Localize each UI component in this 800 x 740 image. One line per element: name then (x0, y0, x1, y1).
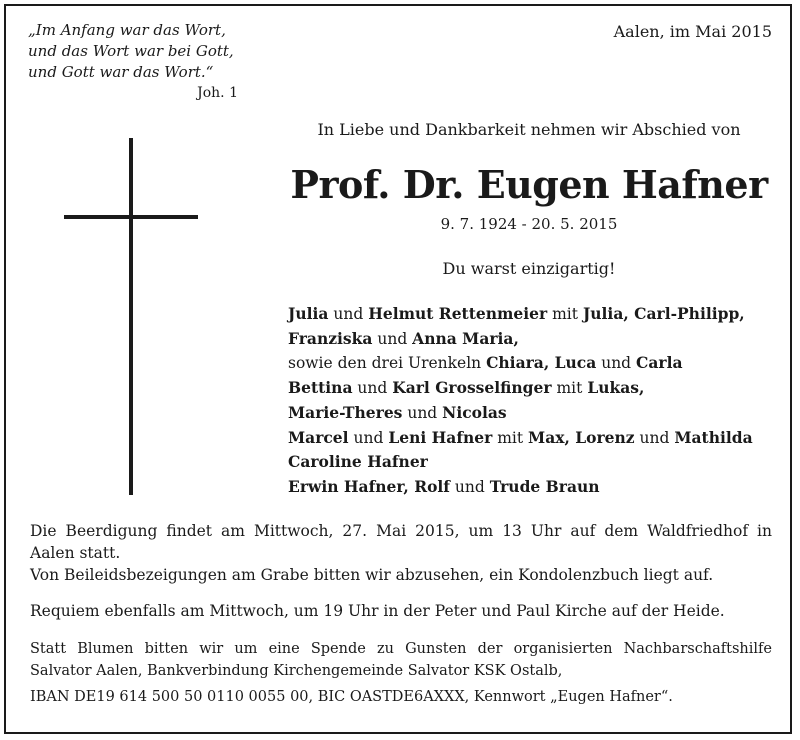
family-line (288, 351, 770, 376)
life-dates: 9. 7. 1924 - 20. 5. 2015 (440, 215, 618, 233)
family-name: Karl Grosselfinger (392, 378, 552, 398)
family-connector: und (352, 379, 393, 398)
family-name: Trude Braun (489, 476, 600, 496)
family-connector: mit (492, 428, 529, 447)
family-connector: und (596, 354, 637, 373)
family-connector: und (348, 428, 389, 447)
family-name: Bettina (288, 378, 353, 398)
family-name: Nicolas (442, 402, 507, 422)
family-name: Carla (636, 353, 683, 373)
family-name: Anna Maria, (412, 328, 519, 348)
family-line (288, 376, 770, 401)
donation-line: Statt Blumen bitten wir um eine Spende zu Gunsten der organisierten Nachbarschaftshilfe (30, 641, 772, 657)
cross-icon-horizontal (64, 215, 198, 219)
bible-quote (28, 20, 238, 104)
family-connector: sowie den drei Urenkeln (288, 354, 487, 373)
cross-icon-vertical (129, 138, 133, 495)
family-line (288, 475, 770, 500)
family-line (288, 450, 770, 475)
funeral-line: Die Beerdigung findet am Mittwoch, 27. Mai 2015, um 13 Uhr auf dem Waldfriedhof in (30, 522, 772, 540)
family-name: Erwin Hafner, Rolf (288, 476, 450, 496)
family-name: Max, Lorenz (528, 427, 635, 447)
family-line (288, 426, 770, 451)
funeral-line: Aalen statt. (30, 544, 121, 562)
family-name: Lukas, (587, 378, 645, 398)
intro-text: In Liebe und Dankbarkeit nehmen wir Abschied von (317, 120, 741, 139)
family-list (288, 302, 770, 500)
requiem-line: Requiem ebenfalls am Mittwoch, um 19 Uhr in der Peter und Paul Kirche auf der Heide. (30, 602, 725, 620)
donation-line: IBAN DE19 614 500 50 0110 0055 00, BIC OASTDE6AXXX, Kennwort „Eugen Hafner“. (30, 689, 673, 705)
family-name: Marie-Theres (288, 402, 403, 422)
family-line (288, 401, 770, 426)
family-name: Caroline Hafner (288, 452, 428, 472)
motto: Du warst einzigartig! (442, 259, 616, 278)
family-name: Leni Hafner (388, 427, 493, 447)
funeral-line: Von Beileidsbezeigungen am Grabe bitten wir abzusehen, ein Kondolenzbuch liegt auf. (30, 566, 714, 584)
family-name: Julia (288, 304, 329, 323)
family-name: Helmut Rettenmeier (368, 304, 548, 323)
family-name: Mathilda (674, 427, 753, 447)
deceased-name: Prof. Dr. Eugen Hafner (290, 162, 768, 207)
quote-line: und Gott war das Wort.“ (28, 63, 214, 81)
notices (30, 520, 772, 708)
family-line (288, 302, 770, 327)
family-connector: und (402, 403, 443, 422)
family-connector: und (372, 329, 413, 348)
place-date: Aalen, im Mai 2015 (613, 22, 772, 41)
family-connector: und (634, 428, 675, 447)
family-name: Julia, Carl-Philipp, (582, 304, 745, 323)
family-line (288, 327, 770, 352)
family-name: Chiara, Luca (486, 353, 597, 373)
family-connector: und (328, 305, 369, 323)
family-connector: und (449, 477, 490, 496)
donation-line: Salvator Aalen, Bankverbindung Kirchengemeinde Salvator KSK Ostalb, (30, 663, 563, 679)
quote-line: „Im Anfang war das Wort, (28, 21, 226, 39)
family-name: Franziska (288, 328, 373, 348)
family-connector: mit (547, 305, 583, 323)
family-name: Marcel (288, 427, 349, 447)
quote-reference: Joh. 1 (197, 85, 238, 101)
quote-line: und das Wort war bei Gott, (28, 42, 234, 60)
family-connector: mit (551, 379, 588, 398)
